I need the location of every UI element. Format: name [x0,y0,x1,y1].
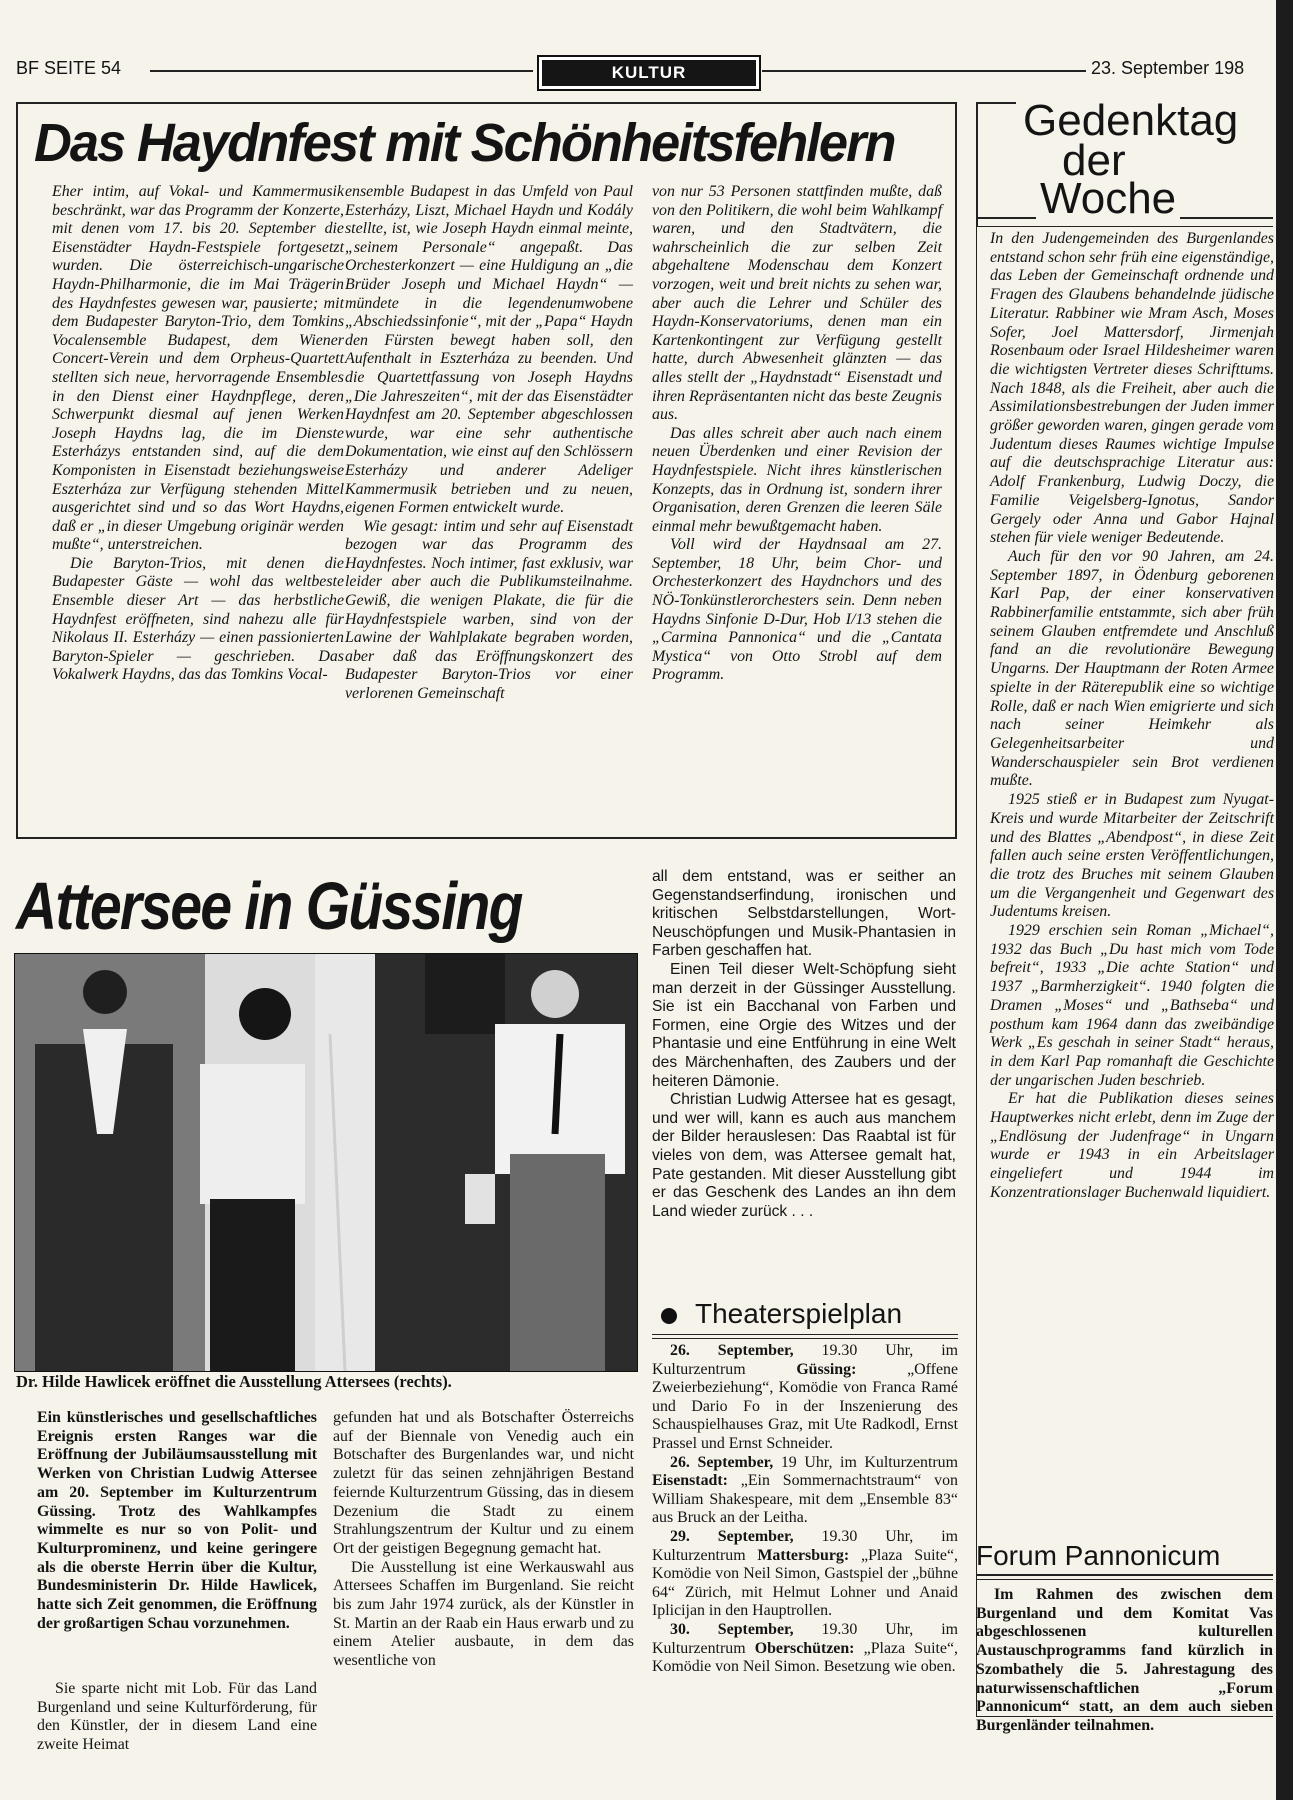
theater-entry-text: 19 Uhr, im Kulturzentrum [773,1453,958,1471]
theater-entry-date: 26. September, [670,1342,794,1359]
gedenktag-para-1: In den Judengemeinden des Burgenlandes entstand schon sehr früh eine eigenständige, das Leben der Gemeinschaft ordnende und Fragen des Glaubens behandelnde jüdische Literatur. Rabbiner wie Mram Asch, Moses Sofer, Joel Mattersdorf, Jirmenjah Rosenbaum oder Israel Hildesheimer waren die wichtigsten Vertreter dieses Schrifttums. Nach 1848, als die Freiheit, aber auch die Assimilationsbestrebungen der Juden immer größer geworden waren, gingen gerade vom Judentum dieses Raumes wichtige Impulse auf die deutschsprachige Literatur aus: Adolf Frankenburg, Ludwig Doczy, die Familie Veigelsberg-Ignotus, Sandor Gergely oder Anna und Gabor Hajnal stehen für viele weniger Bedeutende. [990,230,1274,547]
gedenktag-para-2: Auch für den vor 90 Jahren, am 24. September 1897, in Ödenburg geborenen Karl Pap, der einer konservativen Rabbinerfamilie entstammte, sich aber früh seinem Glauben entfremdete und Anschluß fand an die revolutionäre Bewegung Ungarns. Der Hauptmann der Roten Armee spielte in der Räterepublik eine so wichtige Rolle, daß er nach Wien emigrierte und sich nach seiner Heimkehr als Gelegenheitsarbeiter und Wanderschauspieler sein Brot verdienen mußte. [990,547,1274,790]
attersee-right-para-3: Christian Ludwig Attersee hat es gesagt, und wer will, kann es auch aus manchem der Bilder herauslesen: Das Raabtal ist für vieles von dem, was Attersee gemalt hat, Pate gestanden. Mit dieser Ausstellung gibt er das Geschenk des Landes an ihn dem Land wieder zurück . . . [652,1091,956,1220]
gedenktag-rule-vert [976,102,978,226]
theater-entry [652,1528,958,1621]
gedenktag-text [990,230,1274,1203]
attersee-right-column [652,868,956,1221]
haydnfest-col2-para-1: ensemble Budapest in das Umfeld von Paul Esterházy, Liszt, Michael Haydn und Kodály stellte, ist, wie Joseph Haydn einmal meinte, „seinem Personale“ angepaßt. Das Orchesterkonzert — eine Huldigung an „die Brüder Joseph und Michael Haydn“ — mündete in die legendenumwobene „Abschiedssinfonie“, mit der „Papa“ Haydn den Fürsten bewegt haben soll, den Aufenthalt in Eszterháza zu beenden. Und die Quartettfassung von Joseph Haydns „Die Jahreszeiten“, mit der das Eisenstädter Haydnfest am 20. September abgeschlossen wurde, war eine sehr authentische Dokumentation, wie einst auf den Schlössern Esterházy und anderer Adeliger Kammermusik betrieben und zu neuen, eigenen Formen entwickelt wurde. [345,183,633,517]
attersee-right-para-1: all dem entstand, was er seither an Gegenstandserfindung, ironischen und kritischen Selbstdarstellungen, Wort-Neuschöpfungen und Musik-Phantasien in Farben geschaffen hat. [652,868,956,960]
haydnfest-col1-para-1: Eher intim, auf Vokal- und Kammermusik beschränkt, war das Programm der Konzerte, mit denen vom 17. bis 20. September die Eisenstädter Haydn-Festspiele fortgesetzt wurden. Die österreichisch-ungarische Haydn-Philharmonie, die im Mai Trägerin des Haydnfestes gewesen war, pausierte; mit dem Budapester Baryton-Trio, dem Tomkins Vocalensemble Budapest, dem Wiener Concert-Verein und dem Orpheus-Quartett stellten sich neue, hervorragende Ensembles in den Dienst einer Haydnpflege, deren Schwerpunkt diesmal auf jenen Werken Joseph Haydns lag, die im Dienste Esterházys entstanden sind, auf die dem Komponisten in Eisenstadt beziehungsweise Eszterháza zur Verfügung stehenden Mittel ausgerichtet sind und so das Wort Haydns, daß er „in dieser Umgebung originär werden mußte“, unterstreichen. [52,183,344,554]
gedenktag-para-3: 1925 stieß er in Budapest zum Nyugat-Kreis und wurde Mitarbeiter der Zeitschrift und des Blattes „Abendpost“, in diese Zeit fallen auch seine ersten Veröffentlichungen, die trotz des Bruches mit seinem Glauben um die Vergangenheit und Gegenwart des Judentums kreisen. [990,791,1274,921]
theater-entry-place: Oberschützen: [754,1639,855,1657]
section-label-text: KULTUR [542,60,756,86]
theater-entry-rest: „Plaza Suite“, Komödie von Neil Simon. Besetzung wie oben. [652,1639,958,1676]
gedenktag-title-2: der [1062,136,1126,185]
haydnfest-column-1 [52,183,344,685]
haydnfest-col3-para-3: Voll wird der Haydnsaal am 27. September, 18 Uhr, beim Chor- und Orchesterkonzert des Haydnchors und des NÖ-Tonkünstlerorchesters sein. Denn neben Haydns Sinfonie D-Dur, Hob I/13 stehen die „Carmina Pannonica“ und die „Cantata Mystica“ von Otto Strobl auf dem Programm. [652,536,942,684]
page-number: BF SEITE 54 [16,58,122,78]
forum-rule-1 [976,1574,1273,1576]
gedenktag-rule-top [976,102,1016,104]
haydnfest-column-2 [345,183,633,704]
gedenktag-box-left [976,226,977,1716]
gedenktag-para-5: Er hat die Publikation dieses seines Hauptwerkes nicht erlebt, denn im Zuge der „Endlösung der Judenfrage“ in Ungarn wurde er 1943 in ein Arbeitslager eingeliefert und 1944 im Konzentrationslager Buchenwald liquidiert. [990,1090,1274,1201]
attersee-lead: Ein künstlerisches und gesellschaftliches Ereignis ersten Ranges war die Eröffnung der Jubiläumsausstellung mit Werken von Christian Ludwig Attersee am 20. September im Kulturzentrum Güssing. Trotz des Wahlkampfes wimmelte es nur so von Polit- und Kulturprominenz, und keine geringere als die oberste Herrin über die Kultur, Bundesministerin Dr. Hilde Hawlicek, hatte sich Zeit genommen, die Eröffnung der großartigen Schau vorzunehmen. [37,1409,317,1632]
theater-entry-rest: „Ein Sommernachtstraum“ von William Shakespeare, mit dem „Ensemble 83“ aus Bruck an der Leitha. [652,1472,958,1527]
theater-list [652,1342,958,1677]
theater-title: Theaterspielplan [695,1298,903,1329]
attersee-headline: Attersee in Güssing [16,869,522,944]
event-photo-image [15,954,637,1371]
header-rule-right [762,70,1086,72]
gedenktag-rule-bottom-right [1180,217,1273,219]
gedenktag-title-1: Gedenktag [1023,96,1239,145]
photo-caption: Dr. Hilde Hawlicek eröffnet die Ausstellung Attersees (rechts). [16,1372,452,1391]
haydnfest-col1-para-2: Die Baryton-Trios, mit denen die Budapester Gäste — wohl das weltbeste Ensemble dieser Art — das herbstliche Haydnfest eröffneten, sind nahezu alle für Nikolaus II. Esterházy — einen passionierten Baryton-Spieler — geschrieben. Das Vokalwerk Haydns, das das Tomkins Vocal- [52,554,344,684]
haydnfest-col3-para-2: Das alles schreit aber auch nach einem neuen Überdenken und einer Revision der Haydnfestspiele. Nicht ihres künstlerischen Konzepts, das in Ordnung ist, sondern ihrer Organisation, deren Grenzen die leeren Säle einmal mehr bewußtgemacht haben. [652,424,942,535]
forum-text: Im Rahmen des zwischen dem Burgenland und dem Komitat Vas abgeschlossenen kulturellen Austauschprogramms fand kürzlich in Szombathely die 5. Jahrestagung des naturwissenschaftlichen „Forum Pannonicum“ statt, an dem auch sieben Burgenländer teilnahmen. [976,1586,1273,1734]
header-rule-left [150,70,533,72]
issue-date: 23. September 198 [1091,58,1245,78]
gedenktag-box-top [976,226,1273,227]
theater-entry [652,1454,958,1528]
theater-entry-text: 19.30 Uhr, im Kulturzentrum [652,1342,958,1378]
theater-entry-place: Eisenstadt: [652,1472,728,1490]
gedenktag-rule-bottom-left [976,217,1036,219]
bullet-icon [661,1308,677,1324]
attersee-lead-continued: Sie sparte nicht mit Lob. Für das Land Burgenland und seine Kulturförderung, für den Künstler, der in diesem Land eine zweite Heimat [37,1680,317,1754]
theater-rule-2 [652,1338,958,1339]
attersee-column-b [333,1409,634,1671]
gedenktag-para-4: 1929 erschien sein Roman „Michael“, 1932 das Buch „Du hast mich vom Tode befreit“, 1933 „Die achte Station“ und 1937 „Barmherzigkeit“. 1940 folgten die Dramen „Moses“ und „Bathseba“ und posthum kam 1964 dann das zweibändige Werk „Es geschah in seiner Stadt“ heraus, in dem Karl Pap romanhaft die Geschichte der ungarischen Juden beschrieb. [990,922,1274,1089]
theater-entry-place: Güssing: [796,1360,857,1378]
section-label [537,55,761,91]
theater-rule-1 [652,1334,958,1335]
haydnfest-headline: Das Haydnfest mit Schönheitsfehlern [34,113,895,173]
attersee-right-para-2: Einen Teil dieser Welt-Schöpfung sieht man derzeit in der Güssinger Ausstellung. Sie ist ein Bacchanal von Farben und Formen, eine Orgie des Witzes und der Phantasie und eine Entführung in eine Welt des Märchenhaften, des Zaubers und der heiteren Dämonie. [652,960,956,1090]
haydnfest-col3-para-1: von nur 53 Personen stattfinden mußte, daß von den Politikern, die wohl beim Wahlkampf waren, und den Stadtvätern, die wahrscheinlich die zur selben Zeit abgehaltene Modenschau dem Konzert vorzogen, weit und breit nichts zu sehen war, aber auch die Lehrer und Schüler des Haydn-Konservatoriums, denen man ein Kartenkontingent zur Verfügung gestellt hatte, durch Abwesenheit glänzten — das alles stellt der „Haydnstadt“ Eisenstadt und ihren Repräsentanten nicht das beste Zeugnis aus. [652,183,942,424]
theater-entry-date: 26. September, [670,1453,774,1471]
attersee-colb-para-1: gefunden hat und als Botschafter Österreichs auf der Biennale von Venedig auch ein Botschafter des Burgenlandes war, und nicht zuletzt für das seinen zehnjährigen Bestand feiernde Kulturzentrum Güssing, das in diesem Dezenium die Stadt zu einem Strahlungszentrum der Kultur und zu einem Ort der geistigen Begegnung gemacht hat. [333,1409,634,1557]
haydnfest-column-3 [652,183,942,685]
event-photo [14,953,638,1372]
attersee-colb-para-2: Die Ausstellung ist eine Werkauswahl aus Attersees Schaffen im Burgenland. Sie reicht bis zum Jahr 1974 zurück, als der Künstler in St. Martin an der Raab ein Haus erwarb und zu einem Atelier ausbaute, in dem das wesentliche von [333,1558,634,1670]
haydnfest-col2-para-2: Wie gesagt: intim und sehr auf Eisenstadt bezogen war das Programm des Haydnfestes. Noch intimer, fast exklusiv, war leider aber auch die Publikumsteilnahme. Gewiß, die wenigen Plakate, die für die Haydnfestspiele warben, sind von der Lawine der Wahlplakate begraben worden, aber daß das Eröffnungskonzert des Budapester Baryton-Trios vor einer verlorenen Gemeinschaft [345,517,633,703]
forum-title: Forum Pannonicum [976,1540,1221,1571]
gedenktag-title-3: Woche [1040,174,1177,223]
theater-entry [652,1621,958,1677]
forum-rule-2 [976,1579,1273,1580]
theater-entry-place: Mattersburg: [757,1546,850,1564]
theater-entry [652,1342,958,1454]
theater-entry-text: 19.30 Uhr, im Kulturzentrum [652,1527,958,1564]
theater-entry-text: 19.30 Uhr, im Kulturzentrum [652,1620,958,1657]
theater-entry-rest: „Plaza Suite“, Komödie von Neil Simon, Gastspiel der „bühne 64“ Zürich, mit Helmut Lohner und Anaid Iplicijan in den Hauptrollen. [652,1546,958,1620]
theater-entry-date: 30. September, [670,1620,794,1638]
theater-entry-date: 29. September, [670,1527,794,1545]
page-edge [1276,0,1293,1800]
theater-entry-rest: „Offene Zweierbeziehung“, Komödie von Franca Ramé und Dario Fo in der Inszenierung des Schauspielhauses Graz, mit Ute Radkodl, Ernst Prassel und Ernst Schneider. [652,1360,958,1452]
